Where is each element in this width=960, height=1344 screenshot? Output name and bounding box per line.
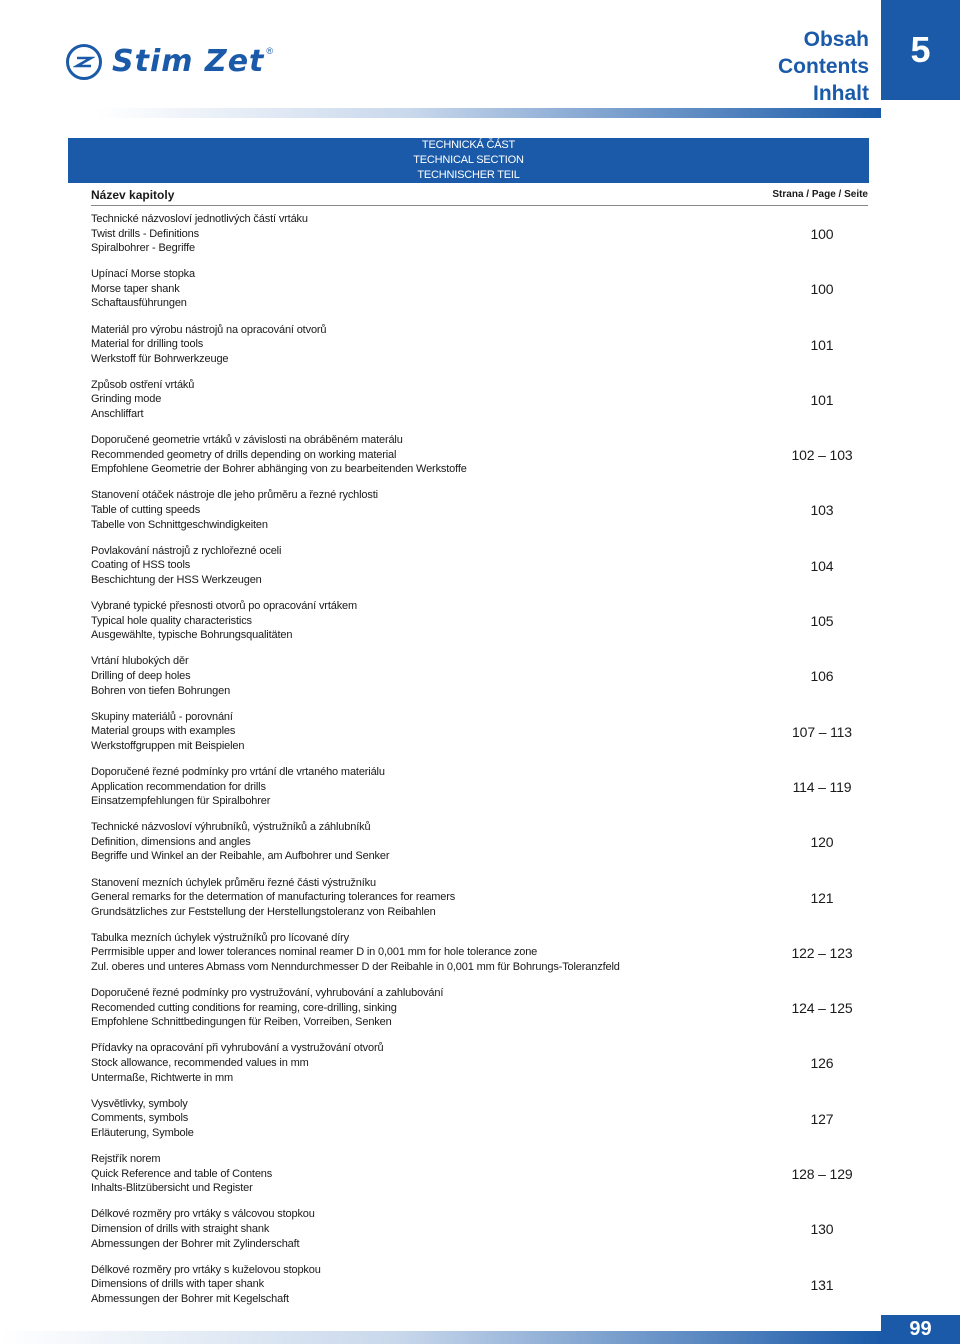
column-page-label: Strana / Page / Seite (772, 189, 868, 200)
toc-entry-line: Vysvětlivky, symboly (91, 1097, 188, 1110)
toc-entry-titles (91, 765, 751, 809)
title-de: Inhalt (813, 82, 869, 105)
toc-entry (91, 323, 868, 378)
toc-entry-line: Table of cutting speeds (91, 504, 201, 517)
toc-entry-titles (91, 1097, 751, 1141)
toc-entry-line: Drilling of deep holes (91, 669, 191, 682)
toc-entry-titles (91, 323, 751, 367)
page-number: 99 (881, 1315, 960, 1344)
toc-entry-line: Grinding mode (91, 393, 162, 406)
toc-entry-page: 122 – 123 (791, 944, 853, 961)
toc-entry (91, 212, 868, 267)
toc-entry-page: 101 (810, 391, 834, 408)
toc-entry-line: Schaftausführungen (91, 297, 187, 310)
toc-entry-line: Upínací Morse stopka (91, 268, 195, 281)
toc-entry-line: Recommended geometry of drills depending on working material (91, 448, 397, 461)
toc-entry-titles (91, 1152, 751, 1196)
toc-entry-line: Werkstoffgruppen mit Beispielen (91, 739, 245, 752)
toc-entry-line: Bohren von tiefen Bohrungen (91, 684, 231, 697)
toc-entry-line: Délkové rozměry pro vrtáky s válcovou stopkou (91, 1208, 315, 1221)
section-line-en: TECHNICAL SECTION (413, 154, 524, 166)
toc-entry-line: Inhalts-Blitzübersicht und Register (91, 1182, 253, 1195)
section-line-de: TECHNISCHER TEIL (417, 169, 520, 181)
toc-entry-titles (91, 820, 751, 864)
toc-entry-line: Abmessungen der Bohrer mit Zylinderschaft (91, 1237, 300, 1250)
toc-entry-titles (91, 654, 751, 698)
toc-entry-line: Material groups with examples (91, 725, 236, 738)
toc-entry (91, 1152, 868, 1207)
toc-entry-page: 128 – 129 (791, 1166, 853, 1183)
toc-entry-page: 104 (810, 557, 834, 574)
toc-entry-line: Vrtání hlubokých děr (91, 655, 189, 668)
toc-entry (91, 986, 868, 1041)
chapter-tab: 5 (881, 0, 960, 100)
toc-entry-line: Doporučené geometrie vrtáků v závislosti na obráběném materálu (91, 434, 403, 447)
page-title (778, 26, 869, 107)
toc-entry-page: 100 (810, 281, 834, 298)
toc-entry-page: 102 – 103 (791, 447, 853, 464)
toc-entry (91, 820, 868, 875)
toc-entry-line: Einsatzempfehlungen für Spiralbohrer (91, 795, 271, 808)
toc-entry-titles (91, 931, 751, 975)
toc-entry-line: Doporučené řezné podmínky pro vystružování, vyhrubování a zahlubování (91, 987, 444, 1000)
registered-mark: ® (266, 46, 274, 56)
toc-entry-line: Recomended cutting conditions for reaming, core-drilling, sinking (91, 1001, 397, 1014)
toc-entry-line: Způsob ostření vrtáků (91, 378, 195, 391)
title-cz: Obsah (803, 28, 869, 51)
toc-entry-line: Coating of HSS tools (91, 559, 191, 572)
toc-entry-line: Erläuterung, Symbole (91, 1126, 194, 1139)
toc-entry-line: Doporučené řezné podmínky pro vrtání dle vrtaného materiálu (91, 765, 385, 778)
toc-entry-line: Dimension of drills with straight shank (91, 1222, 270, 1235)
toc-entry-line: Anschliffart (91, 408, 144, 421)
toc-entry-page: 114 – 119 (792, 778, 852, 795)
toc-entry-line: Tabelle von Schnittgeschwindigkeiten (91, 518, 268, 531)
toc-entry (91, 765, 868, 820)
toc-entry-line: Skupiny materiálů - porovnání (91, 710, 233, 723)
toc-entry-line: Délkové rozměry pro vrtáky s kuželovou stopkou (91, 1263, 321, 1276)
toc-entry-line: Begriffe und Winkel an der Reibahle, am Aufbohrer und Senker (91, 850, 390, 863)
toc-entry-line: Materiál pro výrobu nástrojů na opracování otvorů (91, 323, 327, 336)
toc-entry-line: Vybrané typické přesnosti otvorů po opracování vrtákem (91, 600, 358, 613)
toc-entry-line: Zul. oberes und unteres Abmass vom Nenndurchmesser D der Reibahle in 0,001 mm für Bohrungs-Toleranzfeld (91, 961, 620, 974)
toc-entry-line: Spiralbohrer - Begriffe (91, 242, 195, 255)
toc-entry-page: 106 (810, 668, 834, 685)
toc-entry-line: Empfohlene Schnittbedingungen für Reiben, Vorreiben, Senken (91, 1016, 392, 1029)
toc-entry (91, 599, 868, 654)
toc-entry-line: Grundsätzliches zur Feststellung der Herstellungstoleranz von Reibahlen (91, 905, 436, 918)
toc-entry-titles (91, 267, 751, 311)
toc-entry-page: 126 (810, 1055, 834, 1072)
toc-entry-line: Rejstřík norem (91, 1153, 161, 1166)
title-en: Contents (778, 55, 869, 78)
toc-entry-line: General remarks for the determation of manufacturing tolerances for reamers (91, 891, 456, 904)
toc-entry-titles (91, 433, 751, 477)
toc-entry-line: Werkstoff für Bohrwerkzeuge (91, 352, 229, 365)
toc-entry-line: Tabulka mezních úchylek výstružníků pro lícované díry (91, 931, 350, 944)
toc-entry-line: Stock allowance, recommended values in mm (91, 1057, 309, 1070)
toc-entry-page: 100 (810, 226, 834, 242)
header-gradient-bar (96, 108, 881, 118)
toc-entry-titles (91, 1041, 751, 1085)
toc-entry-line: Přídavky na opracování při vyhrubování a vystružování otvorů (91, 1042, 384, 1055)
toc-entry (91, 378, 868, 433)
toc-entry (91, 544, 868, 599)
toc-entry-line: Ausgewählte, typische Bohrungsqualitäten (91, 629, 293, 642)
toc-entry-line: Stanovení otáček nástroje dle jeho průměru a řezné rychlosti (91, 489, 378, 502)
toc-entry-line: Untermaße, Richtwerte in mm (91, 1071, 234, 1084)
toc-entry-page: 105 (810, 613, 834, 630)
toc-entry-line: Morse taper shank (91, 282, 180, 295)
toc-entry-titles (91, 488, 751, 532)
toc-entry-page: 120 (810, 834, 834, 851)
toc-entry (91, 1207, 868, 1262)
toc-entry (91, 433, 868, 488)
toc-entry-line: Abmessungen der Bohrer mit Kegelschaft (91, 1292, 289, 1305)
toc-entry-line: Povlakování nástrojů z rychlořezné oceli (91, 544, 282, 557)
toc-entry-line: Typical hole quality characteristics (91, 614, 252, 627)
toc-entry (91, 876, 868, 931)
toc-entry-titles (91, 1207, 751, 1251)
toc-entry (91, 654, 868, 709)
toc-entry-titles (91, 1263, 751, 1307)
toc-entry-titles (91, 986, 751, 1030)
toc-entry (91, 1263, 868, 1318)
toc-entry-line: Stanovení mezních úchylek průměru řezné části výstružníku (91, 876, 376, 889)
toc-entry (91, 931, 868, 986)
toc-entry-line: Application recommendation for drills (91, 780, 266, 793)
toc-entry (91, 710, 868, 765)
toc-entry-page: 101 (810, 336, 834, 353)
toc-entry-line: Comments, symbols (91, 1112, 189, 1125)
logo-wordmark: Stim Zet (112, 44, 265, 79)
toc-entry-line: Quick Reference and table of Contens (91, 1167, 273, 1180)
toc-entry-titles (91, 599, 751, 643)
toc-entry-titles (91, 212, 751, 256)
toc-entry-page: 130 (810, 1221, 834, 1238)
toc-entry (91, 1097, 868, 1152)
stimzet-logo (66, 44, 273, 80)
toc-entry-line: Beschichtung der HSS Werkzeugen (91, 573, 262, 586)
toc-entry-line: Dimensions of drills with taper shank (91, 1278, 264, 1291)
toc-entry-titles (91, 710, 751, 754)
toc-entry (91, 267, 868, 322)
toc-entry-line: Twist drills - Definitions (91, 227, 199, 240)
toc-entry-page: 124 – 125 (791, 1000, 853, 1017)
toc-entry-titles (91, 378, 751, 422)
toc-entry (91, 1041, 868, 1096)
toc-entry-line: Material for drilling tools (91, 338, 204, 351)
toc-entry-line: Empfohlene Geometrie der Bohrer abhänging von zu bearbeitenden Werkstoffe (91, 463, 467, 476)
column-chapter-label: Název kapitoly (91, 188, 175, 202)
toc-entry-page: 107 – 113 (792, 723, 852, 740)
column-header (91, 187, 868, 206)
toc-entry-line: Technické názvosloví jednotlivých částí vrtáku (91, 213, 308, 225)
toc-entry-line: Definition, dimensions and angles (91, 835, 251, 848)
toc-entry (91, 488, 868, 543)
toc-entry-page: 121 (810, 889, 834, 906)
toc-entry-line: Technické názvosloví výhrubníků, výstružníků a záhlubníků (91, 821, 371, 834)
footer-gradient-bar (0, 1331, 881, 1344)
table-of-contents (91, 212, 868, 1318)
section-header (68, 138, 869, 183)
toc-entry-titles (91, 544, 751, 588)
logo-emblem-icon (66, 44, 102, 80)
section-line-cz: TECHNICKÁ ČÁST (421, 139, 516, 151)
toc-entry-page: 131 (810, 1276, 834, 1293)
toc-entry-titles (91, 876, 751, 920)
toc-entry-line: Perrmisible upper and lower tolerances nominal reamer D in 0,001 mm for hole tolerance zone (91, 946, 538, 959)
toc-entry-page: 103 (810, 502, 834, 519)
toc-entry-page: 127 (810, 1110, 834, 1127)
